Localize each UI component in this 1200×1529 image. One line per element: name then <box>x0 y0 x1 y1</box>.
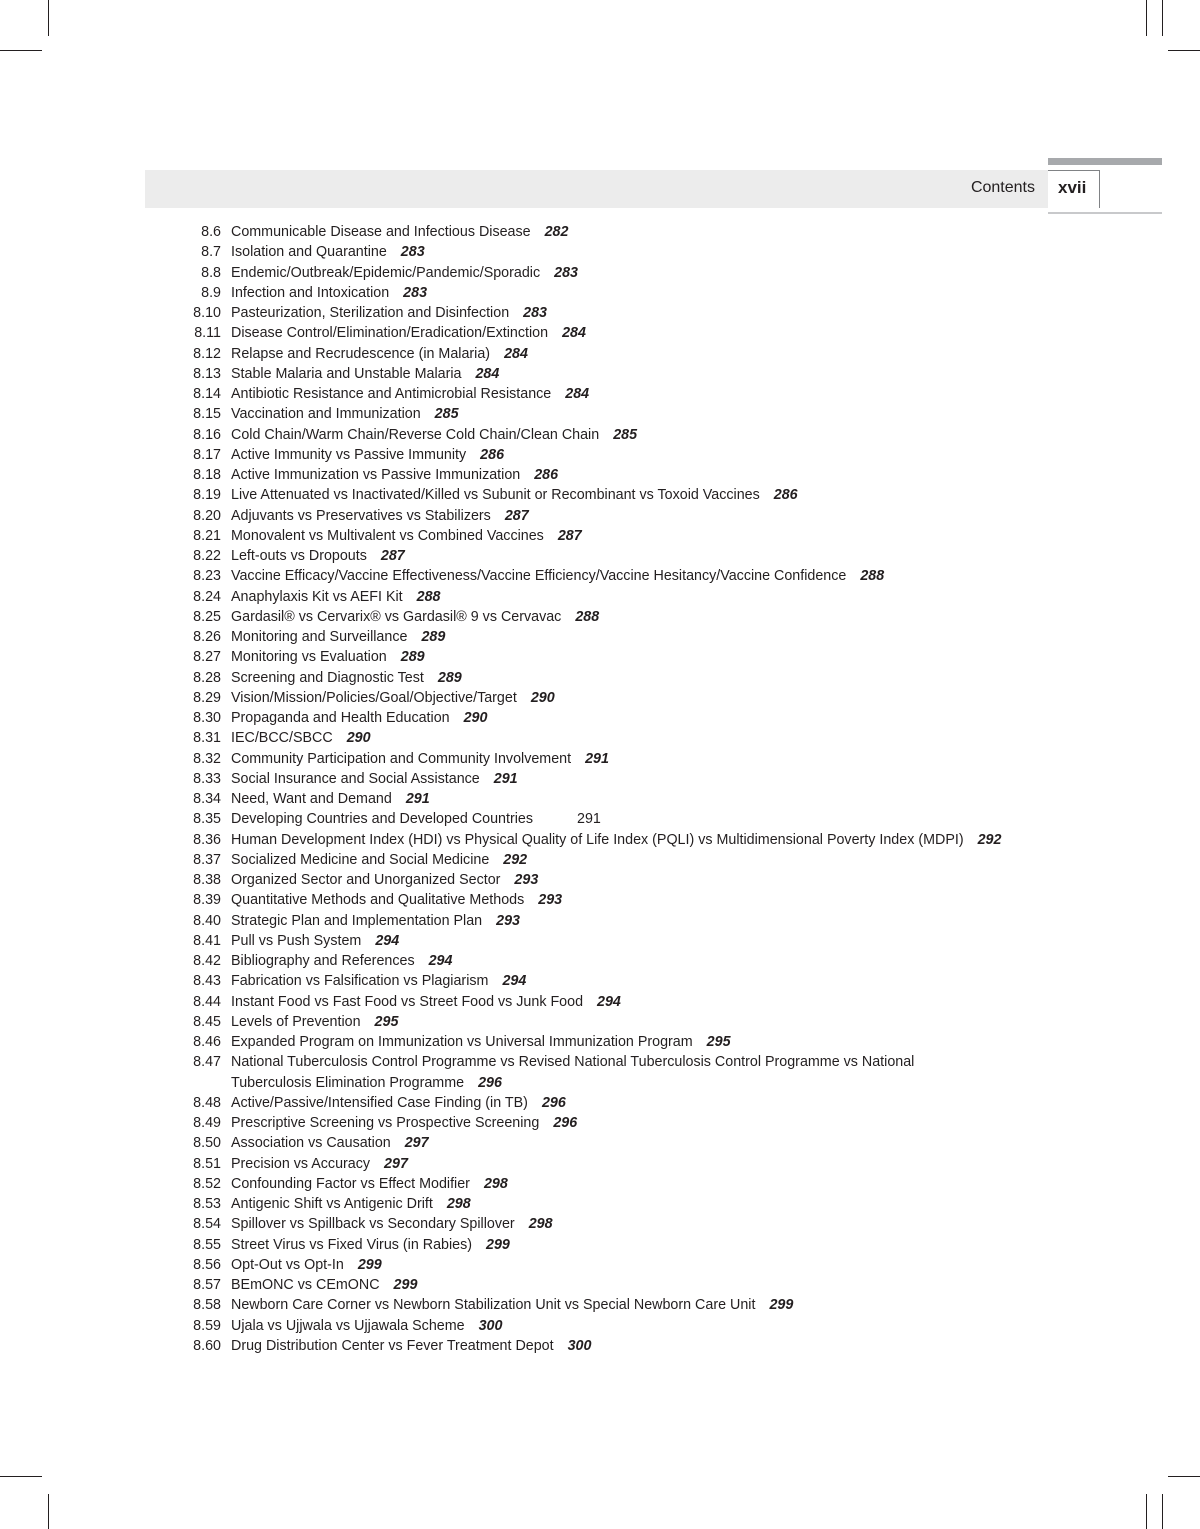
page-number: 296 <box>553 1115 578 1131</box>
toc-entry <box>180 344 1080 364</box>
page-number: 291 <box>405 791 430 807</box>
page-number: 286 <box>534 467 559 483</box>
section-number: 8.45 <box>193 1013 221 1030</box>
entry-text <box>231 809 601 829</box>
section-number: 8.28 <box>193 669 221 686</box>
section-title: Live Attenuated vs Inactivated/Killed vs Subunit or Recombinant vs Toxoid Vaccines <box>231 487 760 504</box>
section-number: 8.17 <box>193 446 221 463</box>
toc-entry <box>180 951 1080 971</box>
page-number: 287 <box>380 548 405 564</box>
section-number: 8.22 <box>193 548 221 564</box>
section-number: 8.60 <box>193 1337 221 1354</box>
section-title: Infection and Intoxication <box>231 284 390 301</box>
crop-mark <box>1168 50 1200 51</box>
crop-mark <box>0 1476 42 1477</box>
entry-text <box>231 830 1001 850</box>
section-title: Active/Passive/Intensified Case Finding (in TB) <box>231 1094 528 1111</box>
toc-entry <box>180 425 1080 445</box>
toc-entry <box>180 546 1080 566</box>
entry-text <box>231 627 445 647</box>
toc-entry <box>180 1154 1080 1174</box>
page-number: 295 <box>374 1013 399 1030</box>
section-title: Developing Countries and Developed Countries <box>231 811 534 828</box>
entry-text <box>231 465 558 485</box>
toc-entry <box>180 668 1080 688</box>
section-title: Vaccination and Immunization <box>231 406 421 423</box>
page-number: 294 <box>428 953 453 969</box>
toc-entry <box>180 1113 1080 1133</box>
entry-text <box>231 1012 398 1032</box>
section-title: Bibliography and References <box>231 953 415 969</box>
section-number: 8.30 <box>193 710 221 726</box>
entry-text <box>231 728 371 748</box>
page-number: 283 <box>523 305 547 321</box>
section-title: Active Immunity vs Passive Immunity <box>231 446 467 463</box>
toc-entry <box>180 566 1080 586</box>
section-number: 8.37 <box>193 851 221 868</box>
section-number: 8.6 <box>201 224 221 240</box>
section-title: Disease Control/Elimination/Eradication/Extinction <box>231 325 549 342</box>
section-title: IEC/BCC/SBCC <box>231 730 333 747</box>
toc-entry <box>180 465 1080 485</box>
section-title: Social Insurance and Social Assistance <box>231 770 480 787</box>
toc-entry <box>180 222 1080 242</box>
page-number: 296 <box>478 1074 502 1091</box>
entry-text <box>231 404 459 424</box>
section-title: Active Immunization vs Passive Immunization <box>231 467 521 483</box>
section-title: BEmONC vs CEmONC <box>231 1277 380 1293</box>
entry-text <box>231 323 586 343</box>
page-number: 286 <box>480 446 505 463</box>
page-number: 298 <box>528 1216 553 1233</box>
page-number: 288 <box>860 568 885 585</box>
toc-entry <box>180 587 1080 607</box>
section-title: Association vs Causation <box>231 1135 391 1152</box>
section-title: Screening and Diagnostic Test <box>231 669 424 686</box>
crop-mark <box>48 0 49 36</box>
section-number: 8.51 <box>193 1155 221 1172</box>
entry-text <box>231 971 526 991</box>
section-number: 8.26 <box>193 629 221 645</box>
toc-entry <box>180 1174 1080 1194</box>
page-number: 299 <box>357 1256 382 1273</box>
entry-text <box>231 607 599 627</box>
section-title: Quantitative Methods and Qualitative Methods <box>231 892 525 909</box>
entry-text <box>231 1235 510 1255</box>
section-title: Fabrication vs Falsification vs Plagiarism <box>231 973 489 990</box>
entry-text <box>231 283 427 303</box>
toc-entry <box>180 1012 1080 1032</box>
section-number: 8.33 <box>193 770 221 787</box>
toc-entry <box>180 303 1080 323</box>
toc-entry <box>180 647 1080 667</box>
toc-entry <box>180 384 1080 404</box>
page-number: 287 <box>504 507 529 524</box>
toc-entry <box>180 992 1080 1012</box>
section-title: Pull vs Push System <box>231 932 362 949</box>
section-title: Street Virus vs Fixed Virus (in Rabies) <box>231 1236 473 1253</box>
section-number: 8.50 <box>193 1135 221 1152</box>
section-title: Vision/Mission/Policies/Goal/Objective/Target <box>231 689 517 706</box>
section-number: 8.57 <box>193 1277 221 1293</box>
page-number: 282 <box>544 224 569 240</box>
entry-text <box>231 1336 591 1356</box>
entry-text <box>231 1052 991 1093</box>
crop-mark <box>1162 0 1163 36</box>
entry-text <box>231 850 527 870</box>
section-number: 8.16 <box>193 426 221 443</box>
contents-list <box>180 222 1080 1356</box>
entry-text <box>231 263 578 283</box>
section-title: Gardasil® vs Cervarix® vs Gardasil® 9 vs Cervavac <box>231 608 562 625</box>
section-number: 8.12 <box>193 345 221 362</box>
section-number: 8.58 <box>193 1297 221 1314</box>
toc-entry <box>180 627 1080 647</box>
toc-entry <box>180 1093 1080 1113</box>
section-number: 8.49 <box>193 1115 221 1131</box>
toc-entry <box>180 769 1080 789</box>
section-title: Prescriptive Screening vs Prospective Screening <box>231 1115 540 1131</box>
section-number: 8.9 <box>201 284 221 301</box>
section-number: 8.19 <box>193 487 221 504</box>
page-number: 297 <box>404 1135 429 1152</box>
section-title: Cold Chain/Warm Chain/Reverse Cold Chain/Clean Chain <box>231 426 600 443</box>
toc-entry <box>180 870 1080 890</box>
section-number: 8.48 <box>193 1094 221 1111</box>
entry-text <box>231 587 441 607</box>
page-number: 289 <box>437 669 462 686</box>
entry-text <box>231 1093 566 1113</box>
entry-text <box>231 364 499 384</box>
page-number: 295 <box>706 1034 731 1050</box>
page-number: 299 <box>486 1236 510 1253</box>
toc-entry <box>180 1032 1080 1052</box>
entry-text <box>231 769 518 789</box>
page-number: 290 <box>463 710 488 726</box>
toc-entry <box>180 1214 1080 1234</box>
section-title: Strategic Plan and Implementation Plan <box>231 912 483 929</box>
entry-text <box>231 1214 553 1234</box>
page-number: 284 <box>475 365 500 382</box>
section-title: Isolation and Quarantine <box>231 244 387 261</box>
section-number: 8.15 <box>193 406 221 423</box>
entry-text <box>231 1133 429 1153</box>
entry-text <box>231 1316 502 1336</box>
section-title: Antibiotic Resistance and Antimicrobial Resistance <box>231 386 552 402</box>
toc-entry <box>180 1336 1080 1356</box>
section-number: 8.34 <box>193 791 221 807</box>
page-number: 297 <box>384 1155 408 1172</box>
section-number: 8.53 <box>193 1196 221 1212</box>
section-number: 8.38 <box>193 872 221 888</box>
section-title: Organized Sector and Unorganized Sector <box>231 872 501 888</box>
section-number: 8.31 <box>193 730 221 747</box>
entry-text <box>231 1275 417 1295</box>
section-number: 8.7 <box>201 244 221 261</box>
entry-text <box>231 931 399 951</box>
toc-entry <box>180 526 1080 546</box>
toc-entry <box>180 708 1080 728</box>
page-number: 294 <box>502 973 527 990</box>
toc-entry <box>180 485 1080 505</box>
entry-text <box>231 1174 508 1194</box>
page-number: 283 <box>554 264 578 281</box>
toc-entry <box>180 1255 1080 1275</box>
running-head: Contents <box>970 179 1035 196</box>
section-number: 8.11 <box>194 325 221 342</box>
entry-text <box>231 303 547 323</box>
section-number: 8.43 <box>193 973 221 990</box>
page-number: 294 <box>375 932 400 949</box>
crop-mark <box>1168 1476 1200 1477</box>
section-title: Opt-Out vs Opt-In <box>231 1256 344 1273</box>
section-title: Confounding Factor vs Effect Modifier <box>231 1175 470 1192</box>
page-number: 289 <box>400 649 425 666</box>
section-number: 8.41 <box>193 932 221 949</box>
entry-text <box>231 384 589 404</box>
toc-entry <box>180 789 1080 809</box>
toc-entry <box>180 1275 1080 1295</box>
toc-entry <box>180 971 1080 991</box>
page-number: 284 <box>504 345 528 362</box>
section-number: 8.21 <box>193 527 221 544</box>
section-title: Monitoring and Surveillance <box>231 629 408 645</box>
page-number: 289 <box>421 629 446 645</box>
section-title: Newborn Care Corner vs Newborn Stabilization Unit vs Special Newborn Care Unit <box>231 1297 756 1314</box>
section-title: Relapse and Recrudescence (in Malaria) <box>231 345 491 362</box>
entry-text <box>231 688 555 708</box>
page-number: 300 <box>478 1317 503 1334</box>
section-title: Instant Food vs Fast Food vs Street Food vs Junk Food <box>231 993 584 1010</box>
section-number: 8.47 <box>193 1054 221 1071</box>
page-number: 294 <box>597 993 621 1010</box>
section-number: 8.20 <box>193 507 221 524</box>
toc-entry <box>180 1295 1080 1315</box>
entry-text <box>231 911 520 931</box>
toc-entry <box>180 506 1080 526</box>
page-number: 284 <box>565 386 590 402</box>
entry-text <box>231 506 529 526</box>
page-number: 296 <box>541 1094 566 1111</box>
entry-text <box>231 870 538 890</box>
entry-text <box>231 951 452 971</box>
section-title: Need, Want and Demand <box>231 791 392 807</box>
crop-mark <box>1162 1494 1163 1529</box>
page-number: 286 <box>773 487 798 504</box>
section-number: 8.23 <box>193 568 221 585</box>
page-number: 285 <box>434 406 459 423</box>
toc-entry <box>180 931 1080 951</box>
section-number: 8.10 <box>193 305 221 321</box>
page-number: 285 <box>613 426 638 443</box>
page-number: 291 <box>585 750 609 767</box>
page-number: 288 <box>575 608 600 625</box>
toc-entry <box>180 890 1080 910</box>
entry-text <box>231 890 562 910</box>
page-number: 293 <box>538 892 563 909</box>
crop-mark <box>1146 0 1147 36</box>
section-number: 8.55 <box>193 1236 221 1253</box>
section-number: 8.56 <box>193 1256 221 1273</box>
toc-entry <box>180 688 1080 708</box>
page-number: 298 <box>483 1175 508 1192</box>
entry-text <box>231 1295 793 1315</box>
section-title: Left-outs vs Dropouts <box>231 548 367 564</box>
toc-entry <box>180 242 1080 262</box>
toc-entry <box>180 1133 1080 1153</box>
section-number: 8.25 <box>193 608 221 625</box>
section-title: Antigenic Shift vs Antigenic Drift <box>231 1196 433 1212</box>
entry-text <box>231 647 425 667</box>
section-number: 8.24 <box>193 588 221 605</box>
toc-entry <box>180 830 1080 850</box>
entry-text <box>231 526 582 546</box>
page-number: 291 <box>577 811 601 828</box>
page-folio: xvii <box>1058 178 1087 197</box>
page-number: 284 <box>562 325 586 342</box>
page-number: 292 <box>977 831 1002 848</box>
section-title: Vaccine Efficacy/Vaccine Effectiveness/Vaccine Efficiency/Vaccine Hesitancy/Vaccine Confidence <box>231 568 847 585</box>
section-number: 8.52 <box>193 1175 221 1192</box>
section-title: Precision vs Accuracy <box>231 1155 371 1172</box>
page-number: 290 <box>346 730 371 747</box>
toc-entry <box>180 1194 1080 1214</box>
toc-entry <box>180 404 1080 424</box>
entry-text <box>231 222 568 242</box>
section-title: National Tuberculosis Control Programme vs Revised National Tuberculosis Control Programme vs National Tuberculosis Elimination Programme <box>231 1054 915 1091</box>
page-number: 298 <box>446 1196 471 1212</box>
entry-text <box>231 485 798 505</box>
section-title: Levels of Prevention <box>231 1013 361 1030</box>
entry-text <box>231 789 430 809</box>
section-title: Human Development Index (HDI) vs Physical Quality of Life Index (PQLI) vs Multidimensional Poverty Index (MDPI) <box>231 831 964 848</box>
entry-text <box>231 1154 408 1174</box>
section-title: Anaphylaxis Kit vs AEFI Kit <box>231 588 403 605</box>
header-tab-underline <box>1048 212 1162 214</box>
toc-entry <box>180 749 1080 769</box>
section-title: Socialized Medicine and Social Medicine <box>231 851 490 868</box>
section-title: Monovalent vs Multivalent vs Combined Vaccines <box>231 527 544 544</box>
section-number: 8.13 <box>193 365 221 382</box>
page-number: 283 <box>400 244 425 261</box>
entry-text <box>231 668 462 688</box>
page-number: 299 <box>393 1277 418 1293</box>
section-number: 8.18 <box>193 467 221 483</box>
section-number: 8.46 <box>193 1034 221 1050</box>
section-title: Expanded Program on Immunization vs Universal Immunization Program <box>231 1034 693 1050</box>
section-title: Stable Malaria and Unstable Malaria <box>231 365 462 382</box>
section-number: 8.14 <box>193 386 221 402</box>
entry-text <box>231 1255 382 1275</box>
page-number: 288 <box>416 588 441 605</box>
toc-entry <box>180 1235 1080 1255</box>
entry-text <box>231 546 405 566</box>
section-title: Adjuvants vs Preservatives vs Stabilizers <box>231 507 491 524</box>
entry-text <box>231 344 528 364</box>
crop-mark <box>48 1494 49 1529</box>
toc-entry <box>180 911 1080 931</box>
section-number: 8.59 <box>193 1317 221 1334</box>
entry-text <box>231 1113 577 1133</box>
page-number: 283 <box>403 284 428 301</box>
section-number: 8.29 <box>193 689 221 706</box>
entry-text <box>231 242 425 262</box>
section-title: Pasteurization, Sterilization and Disinfection <box>231 305 510 321</box>
section-number: 8.44 <box>193 993 221 1010</box>
section-number: 8.27 <box>193 649 221 666</box>
entry-text <box>231 425 637 445</box>
section-title: Spillover vs Spillback vs Secondary Spillover <box>231 1216 515 1233</box>
section-title: Drug Distribution Center vs Fever Treatment Depot <box>231 1337 554 1354</box>
page-number: 299 <box>769 1297 794 1314</box>
toc-entry <box>180 323 1080 343</box>
entry-text <box>231 1194 471 1214</box>
toc-entry <box>180 263 1080 283</box>
entry-text <box>231 708 487 728</box>
page-number: 290 <box>530 689 555 706</box>
section-number: 8.40 <box>193 912 221 929</box>
page-number: 287 <box>557 527 582 544</box>
toc-entry <box>180 364 1080 384</box>
page-number: 293 <box>496 912 520 929</box>
toc-entry <box>180 1316 1080 1336</box>
entry-text <box>231 445 504 465</box>
section-title: Community Participation and Community Involvement <box>231 750 572 767</box>
section-number: 8.42 <box>193 953 221 969</box>
toc-entry <box>180 1052 1080 1093</box>
toc-entry <box>180 283 1080 303</box>
toc-entry <box>180 607 1080 627</box>
section-title: Monitoring vs Evaluation <box>231 649 387 666</box>
toc-entry <box>180 445 1080 465</box>
section-number: 8.36 <box>193 831 221 848</box>
section-title: Communicable Disease and Infectious Disease <box>231 224 531 240</box>
section-title: Endemic/Outbreak/Epidemic/Pandemic/Sporadic <box>231 264 541 281</box>
section-number: 8.35 <box>193 811 221 828</box>
page-number: 291 <box>493 770 518 787</box>
entry-text <box>231 1032 731 1052</box>
entry-text <box>231 749 609 769</box>
section-number: 8.39 <box>193 892 221 909</box>
toc-entry <box>180 728 1080 748</box>
section-number: 8.32 <box>193 750 221 767</box>
toc-entry <box>180 850 1080 870</box>
section-number: 8.8 <box>201 264 221 281</box>
page-number: 300 <box>567 1337 592 1354</box>
section-number: 8.54 <box>193 1216 221 1233</box>
section-title: Ujala vs Ujjwala vs Ujjawala Scheme <box>231 1317 465 1334</box>
entry-text <box>231 566 884 586</box>
toc-entry <box>180 809 1080 829</box>
header-tab-rule <box>1048 158 1162 165</box>
section-title: Propaganda and Health Education <box>231 710 450 726</box>
page-number: 293 <box>514 872 539 888</box>
page-number: 292 <box>503 851 528 868</box>
crop-mark <box>1146 1494 1147 1529</box>
crop-mark <box>0 50 42 51</box>
entry-text <box>231 992 621 1012</box>
